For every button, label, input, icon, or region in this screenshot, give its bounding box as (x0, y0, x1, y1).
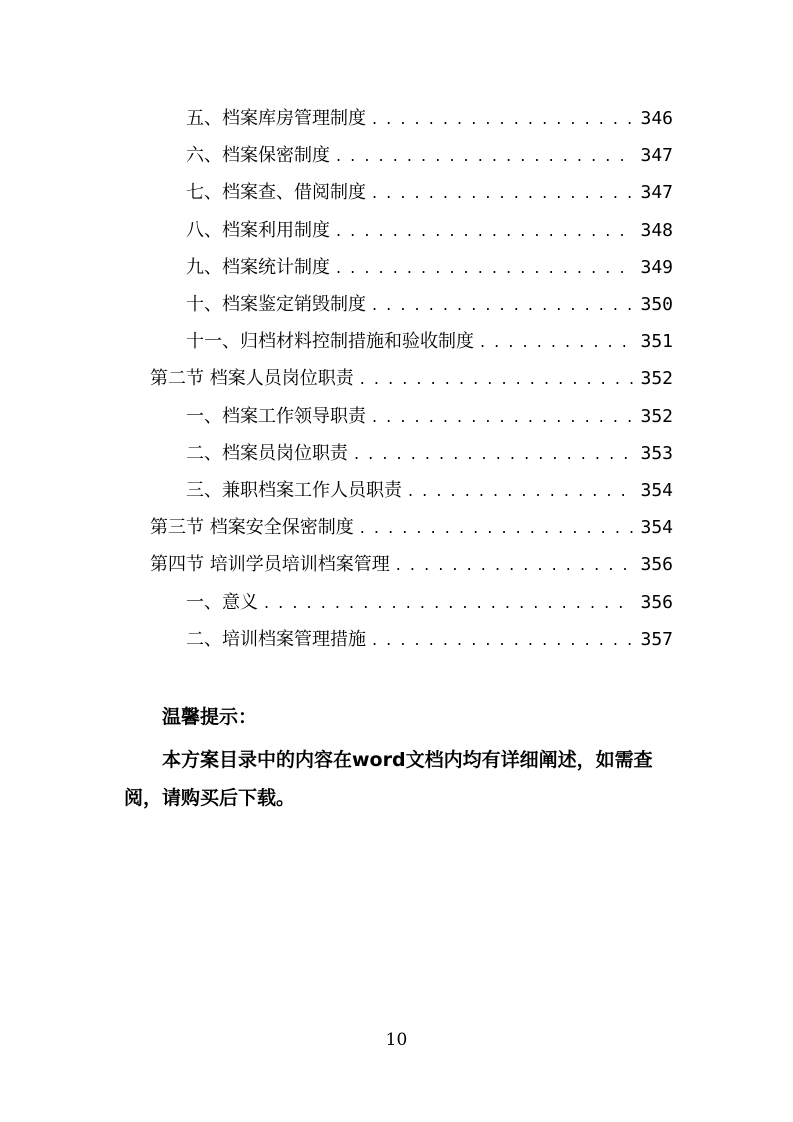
toc-entry[interactable] (186, 100, 673, 137)
toc-dot-leader (336, 249, 634, 286)
toc-entry[interactable] (186, 472, 673, 509)
toc-entry[interactable] (186, 584, 673, 621)
toc-dot-leader (264, 584, 634, 621)
toc-entry[interactable] (150, 546, 673, 583)
toc-entry-title: 一、档案工作领导职责 (186, 405, 366, 427)
toc-entry[interactable] (186, 249, 673, 286)
toc-entry-title: 第四节 培训学员培训档案管理 (150, 554, 390, 576)
toc-entry[interactable] (186, 398, 673, 435)
toc-entry-title: 十一、归档材料控制措施和验收制度 (186, 331, 474, 353)
tips-title: 温馨提示： (162, 706, 258, 728)
toc-dot-leader (354, 435, 634, 472)
toc-dot-leader (336, 212, 634, 249)
toc-entry-page: 353 (640, 442, 673, 464)
toc-entry-title: 第三节 档案安全保密制度 (150, 517, 354, 539)
toc-entry-page: 356 (640, 591, 673, 613)
toc-entry-title: 二、档案员岗位职责 (186, 442, 348, 464)
toc-entry-page: 357 (640, 628, 673, 650)
toc-entry-title: 九、档案统计制度 (186, 256, 330, 278)
toc-entry-page: 354 (640, 480, 673, 501)
toc-dot-leader (480, 323, 634, 360)
toc-entry-page: 346 (640, 108, 673, 129)
toc-dot-leader (360, 360, 635, 397)
toc-entry-title: 二、培训档案管理措施 (186, 628, 366, 650)
toc-entry-page: 350 (640, 294, 673, 315)
toc-dot-leader (372, 174, 634, 211)
toc-entry-page: 356 (640, 554, 673, 576)
tips-body: 本方案目录中的内容在word文档内均有详细阐述，如需查阅，请购买后下载。 (124, 749, 653, 809)
toc-entry[interactable] (186, 435, 673, 472)
toc-entry-title: 三、兼职档案工作人员职责 (186, 480, 402, 501)
toc-entry-title: 七、档案查、借阅制度 (186, 182, 366, 204)
toc-entry-page: 349 (640, 256, 673, 278)
toc-entry-page: 352 (640, 405, 673, 427)
toc-entry-page: 347 (640, 182, 673, 204)
toc-entry-title: 第二节 档案人员岗位职责 (150, 368, 354, 390)
toc-entry-page: 347 (640, 145, 673, 167)
toc-dot-leader (396, 546, 635, 583)
toc-dot-leader (372, 286, 634, 323)
toc-entry-page: 348 (640, 219, 673, 241)
toc-entry[interactable] (186, 621, 673, 658)
toc-dot-leader (372, 100, 634, 137)
toc-entry-page: 354 (640, 517, 673, 539)
toc-entry[interactable] (186, 212, 673, 249)
toc-entry-title: 八、档案利用制度 (186, 219, 330, 241)
toc-entry[interactable] (150, 509, 673, 546)
toc-entry-page: 352 (640, 368, 673, 390)
toc-entry-title: 十、档案鉴定销毁制度 (186, 294, 366, 315)
toc-entry-title: 五、档案库房管理制度 (186, 108, 366, 129)
toc-entry-page: 351 (640, 331, 673, 353)
toc-dot-leader (372, 398, 634, 435)
toc-entry[interactable] (186, 137, 673, 174)
toc-dot-leader (408, 472, 634, 509)
page-number: 10 (385, 1030, 408, 1050)
toc-entry[interactable] (186, 286, 673, 323)
toc-entry[interactable] (150, 360, 673, 397)
toc-dot-leader (360, 509, 635, 546)
toc-dot-leader (336, 137, 634, 174)
toc-entry-title: 六、档案保密制度 (186, 145, 330, 167)
toc-entry[interactable] (186, 323, 673, 360)
toc-dot-leader (372, 621, 634, 658)
toc-entry[interactable] (186, 174, 673, 211)
toc-entry-title: 一、意义 (186, 591, 258, 613)
